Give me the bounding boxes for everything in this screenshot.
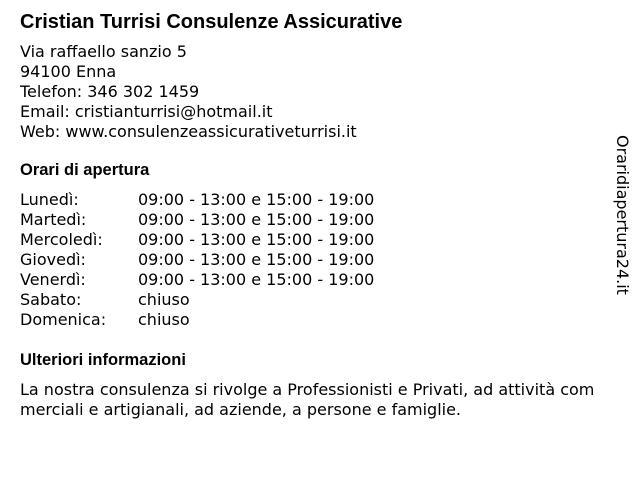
day-label: Lunedì: [20,190,79,209]
hours-title: Orari di apertura [20,161,150,179]
hours-row-thursday [20,250,600,270]
web-line: Web: www.consulenzeassicurativeturrisi.it [20,122,357,141]
time-value: 09:00 - 13:00 e 15:00 - 19:00 [138,250,375,269]
email-line: Email: cristianturrisi@hotmail.it [20,102,273,121]
hours-row-friday [20,270,600,290]
hours-table [20,190,600,330]
info-paragraph: La nostra consulenza si rivolge a Professionisti e Privati, ad attività commerciali e artigianali, ad aziende, a persone e famiglie. [20,380,595,419]
hours-row-monday [20,190,600,210]
hours-row-wednesday [20,230,600,250]
time-value: chiuso [138,290,190,309]
day-label: Domenica: [20,310,107,329]
phone-line: Telefon: 346 302 1459 [20,82,200,101]
address-line: Via raffaello sanzio 5 [20,42,187,61]
hours-row-saturday [20,290,600,310]
day-label: Martedì: [20,210,87,229]
hours-row-sunday [20,310,600,330]
business-name: Cristian Turrisi Consulenze Assicurative [20,11,403,33]
day-label: Venerdì: [20,270,86,289]
watermark-text: Oraridiapertura24.it [613,135,632,295]
watermark-vertical [612,135,632,311]
time-value: 09:00 - 13:00 e 15:00 - 19:00 [138,270,375,289]
time-value: 09:00 - 13:00 e 15:00 - 19:00 [138,190,375,209]
time-value: 09:00 - 13:00 e 15:00 - 19:00 [138,210,375,229]
day-label: Giovedì: [20,250,86,269]
city-line: 94100 Enna [20,62,117,81]
business-card [20,10,600,420]
time-value: 09:00 - 13:00 e 15:00 - 19:00 [138,230,375,249]
info-title: Ulteriori informazioni [20,351,186,369]
hours-row-tuesday [20,210,600,230]
day-label: Sabato: [20,290,82,309]
day-label: Mercoledì: [20,230,103,249]
time-value: chiuso [138,310,190,329]
